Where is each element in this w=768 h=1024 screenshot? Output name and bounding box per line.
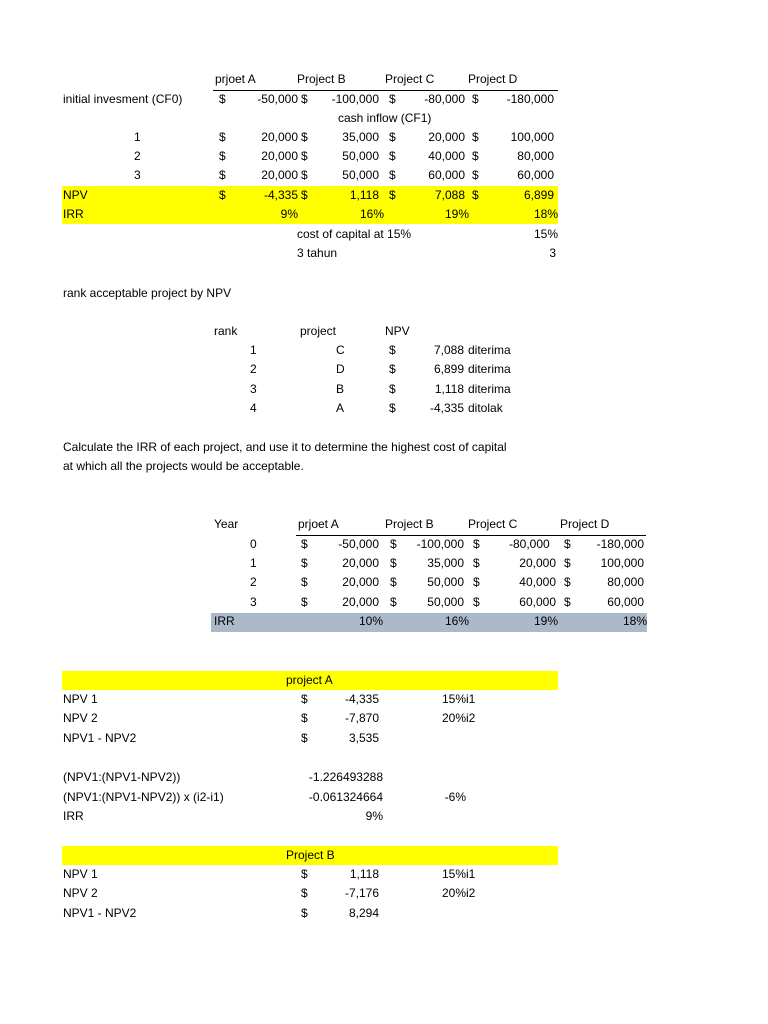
currency-sign: $ bbox=[473, 556, 480, 570]
currency-sign: $ bbox=[301, 886, 308, 900]
cost-of-capital-label: cost of capital at 15% bbox=[297, 227, 412, 241]
cell-value: 80,000 bbox=[607, 575, 644, 589]
currency-sign: $ bbox=[389, 188, 396, 202]
currency-sign: $ bbox=[564, 575, 571, 589]
currency-sign: $ bbox=[564, 556, 571, 570]
currency-sign: $ bbox=[390, 537, 397, 551]
header-project-d: Project D bbox=[468, 72, 518, 86]
npv-diff-value: 3,535 bbox=[348, 731, 379, 745]
header-project-a: prjoet A bbox=[298, 517, 339, 531]
currency-sign: $ bbox=[389, 130, 396, 144]
cell-value: 60,000 bbox=[519, 595, 556, 609]
cell-value: 20,000 bbox=[428, 130, 465, 144]
row-label: 3 bbox=[134, 168, 141, 182]
rank-npv: 7,088 bbox=[433, 343, 464, 357]
currency-sign: $ bbox=[301, 92, 308, 106]
npv1-value: 1,118 bbox=[349, 867, 379, 881]
currency-sign: $ bbox=[301, 711, 308, 725]
currency-sign: $ bbox=[301, 537, 308, 551]
i1-rate: 15% bbox=[441, 692, 466, 706]
currency-sign: $ bbox=[472, 149, 479, 163]
cell-value: 20,000 bbox=[342, 575, 379, 589]
currency-sign: $ bbox=[301, 731, 308, 745]
ratio-label: (NPV1:(NPV1-NPV2)) bbox=[63, 770, 181, 784]
rank-npv: 6,899 bbox=[433, 362, 464, 376]
ratio2-label: (NPV1:(NPV1-NPV2)) x (i2-i1) bbox=[63, 790, 224, 804]
cell-value: 40,000 bbox=[519, 575, 556, 589]
currency-sign: $ bbox=[389, 168, 396, 182]
rank-npv: -4,335 bbox=[429, 401, 464, 415]
npv2-value: -7,176 bbox=[344, 886, 379, 900]
question-line-2: at which all the projects would be acceptable. bbox=[63, 459, 304, 473]
currency-sign: $ bbox=[564, 537, 571, 551]
currency-sign: $ bbox=[301, 867, 308, 881]
cell-value: -50,000 bbox=[257, 92, 298, 106]
project-a-title: project A bbox=[286, 673, 333, 687]
currency-sign: $ bbox=[473, 575, 480, 589]
currency-sign: $ bbox=[219, 92, 226, 106]
irr-value: 9% bbox=[280, 207, 298, 221]
currency-sign: $ bbox=[301, 168, 308, 182]
npv-value: 7,088 bbox=[434, 188, 465, 202]
year-number: 0 bbox=[250, 537, 257, 551]
rank-npv: 1,118 bbox=[434, 382, 464, 396]
i2-tag: i2 bbox=[466, 711, 476, 725]
currency-sign: $ bbox=[389, 362, 396, 376]
year-number: 3 bbox=[250, 595, 257, 609]
header-project-d: Project D bbox=[560, 517, 610, 531]
cell-value: -180,000 bbox=[506, 92, 554, 106]
currency-sign: $ bbox=[472, 188, 479, 202]
npv2-label: NPV 2 bbox=[63, 711, 98, 725]
rank-status: diterima bbox=[468, 382, 511, 396]
cell-value: -100,000 bbox=[416, 537, 464, 551]
header-project-c: Project C bbox=[385, 72, 435, 86]
rank-project: C bbox=[336, 343, 345, 357]
year-number: 1 bbox=[250, 556, 257, 570]
i1-tag: i1 bbox=[466, 867, 476, 881]
cost-of-capital-value: 15% bbox=[533, 227, 558, 241]
rank-project: B bbox=[336, 382, 345, 396]
cell-value: 100,000 bbox=[600, 556, 644, 570]
npv-diff-value: 8,294 bbox=[348, 906, 379, 920]
currency-sign: $ bbox=[301, 595, 308, 609]
cell-value: 20,000 bbox=[261, 149, 298, 163]
cell-value: 20,000 bbox=[342, 595, 379, 609]
row-label: 2 bbox=[134, 149, 141, 163]
npv-row-highlight bbox=[62, 186, 558, 224]
i2-rate: 20% bbox=[441, 886, 466, 900]
currency-sign: $ bbox=[389, 382, 396, 396]
npv1-label: NPV 1 bbox=[63, 867, 98, 881]
ratio2-value: -0.061324664 bbox=[308, 790, 383, 804]
cell-value: -50,000 bbox=[338, 537, 379, 551]
currency-sign: $ bbox=[390, 595, 397, 609]
cell-value: 50,000 bbox=[427, 595, 464, 609]
years-label: 3 tahun bbox=[297, 246, 338, 260]
currency-sign: $ bbox=[389, 343, 396, 357]
npv-header: NPV bbox=[385, 324, 410, 338]
currency-sign: $ bbox=[219, 149, 226, 163]
npv1-label: NPV 1 bbox=[63, 692, 98, 706]
rank-project: A bbox=[336, 401, 345, 415]
rank-number: 3 bbox=[250, 382, 257, 396]
cell-value: 50,000 bbox=[342, 149, 379, 163]
currency-sign: $ bbox=[389, 401, 396, 415]
currency-sign: $ bbox=[301, 556, 308, 570]
irr-value: 18% bbox=[533, 207, 558, 221]
currency-sign: $ bbox=[301, 906, 308, 920]
header-project-c: Project C bbox=[468, 517, 518, 531]
cell-value: 40,000 bbox=[428, 149, 465, 163]
cell-value: 20,000 bbox=[519, 556, 556, 570]
currency-sign: $ bbox=[389, 149, 396, 163]
rank-project: D bbox=[336, 362, 345, 376]
irr-label: IRR bbox=[214, 614, 235, 628]
rank-header: rank bbox=[214, 324, 238, 338]
irr-value: 18% bbox=[622, 614, 647, 628]
ratio2-pct: -6% bbox=[444, 790, 466, 804]
npv-value: -4,335 bbox=[263, 188, 298, 202]
currency-sign: $ bbox=[473, 537, 480, 551]
npv-value: 1,118 bbox=[349, 188, 379, 202]
i2-rate: 20% bbox=[441, 711, 466, 725]
rank-status: ditolak bbox=[468, 401, 503, 415]
currency-sign: $ bbox=[390, 556, 397, 570]
currency-sign: $ bbox=[301, 149, 308, 163]
npv-diff-label: NPV1 - NPV2 bbox=[63, 906, 137, 920]
initial-investment-label: initial invesment (CF0) bbox=[63, 92, 183, 106]
year-label: Year bbox=[214, 517, 239, 531]
irr-label: IRR bbox=[63, 809, 84, 823]
rank-status: diterima bbox=[468, 362, 511, 376]
currency-sign: $ bbox=[472, 92, 479, 106]
currency-sign: $ bbox=[473, 595, 480, 609]
cell-value: 60,000 bbox=[607, 595, 644, 609]
npv-label: NPV bbox=[63, 188, 88, 202]
project-header: project bbox=[300, 324, 337, 338]
ratio-value: -1.226493288 bbox=[308, 770, 383, 784]
question-line-1: Calculate the IRR of each project, and use it to determine the highest cost of capital bbox=[63, 440, 507, 454]
rank-title: rank acceptable project by NPV bbox=[63, 286, 232, 300]
cell-value: 50,000 bbox=[342, 168, 379, 182]
cell-value: 20,000 bbox=[261, 130, 298, 144]
cashflow-title: cash inflow (CF1) bbox=[338, 111, 432, 125]
rank-number: 2 bbox=[250, 362, 257, 376]
currency-sign: $ bbox=[564, 595, 571, 609]
currency-sign: $ bbox=[219, 130, 226, 144]
cell-value: 20,000 bbox=[261, 168, 298, 182]
i2-tag: i2 bbox=[466, 886, 476, 900]
cell-value: -80,000 bbox=[424, 92, 465, 106]
row-label: 1 bbox=[134, 130, 141, 144]
rank-number: 4 bbox=[250, 401, 257, 415]
currency-sign: $ bbox=[472, 130, 479, 144]
year-number: 2 bbox=[250, 575, 257, 589]
cell-value: 60,000 bbox=[517, 168, 554, 182]
cell-value: 35,000 bbox=[342, 130, 379, 144]
irr-value: 19% bbox=[533, 614, 558, 628]
cell-value: 20,000 bbox=[342, 556, 379, 570]
project-b-title: Project B bbox=[286, 848, 335, 862]
currency-sign: $ bbox=[301, 575, 308, 589]
years-value: 3 bbox=[549, 246, 556, 260]
currency-sign: $ bbox=[301, 188, 308, 202]
rank-status: diterima bbox=[468, 343, 511, 357]
cell-value: -100,000 bbox=[331, 92, 379, 106]
irr-value: 16% bbox=[444, 614, 469, 628]
header-project-b: Project B bbox=[297, 72, 346, 86]
currency-sign: $ bbox=[219, 168, 226, 182]
cell-value: 60,000 bbox=[428, 168, 465, 182]
irr-value: 9% bbox=[365, 809, 383, 823]
rank-number: 1 bbox=[250, 343, 257, 357]
irr-value: 16% bbox=[359, 207, 384, 221]
cell-value: 80,000 bbox=[517, 149, 554, 163]
i1-rate: 15% bbox=[441, 867, 466, 881]
currency-sign: $ bbox=[301, 130, 308, 144]
cell-value: -80,000 bbox=[509, 537, 550, 551]
currency-sign: $ bbox=[389, 92, 396, 106]
currency-sign: $ bbox=[219, 188, 226, 202]
npv1-value: -4,335 bbox=[344, 692, 379, 706]
header-project-a: prjoet A bbox=[215, 72, 256, 86]
irr-row-highlight bbox=[211, 613, 647, 632]
cell-value: 100,000 bbox=[510, 130, 554, 144]
irr-value: 10% bbox=[358, 614, 383, 628]
currency-sign: $ bbox=[301, 692, 308, 706]
irr-value: 19% bbox=[444, 207, 469, 221]
irr-label: IRR bbox=[63, 207, 84, 221]
cell-value: -180,000 bbox=[596, 537, 644, 551]
cell-value: 35,000 bbox=[427, 556, 464, 570]
header-project-b: Project B bbox=[385, 517, 434, 531]
cell-value: 50,000 bbox=[427, 575, 464, 589]
currency-sign: $ bbox=[472, 168, 479, 182]
npv2-label: NPV 2 bbox=[63, 886, 98, 900]
npv-value: 6,899 bbox=[523, 188, 554, 202]
i1-tag: i1 bbox=[466, 692, 476, 706]
npv-diff-label: NPV1 - NPV2 bbox=[63, 731, 137, 745]
npv2-value: -7,870 bbox=[344, 711, 379, 725]
currency-sign: $ bbox=[390, 575, 397, 589]
